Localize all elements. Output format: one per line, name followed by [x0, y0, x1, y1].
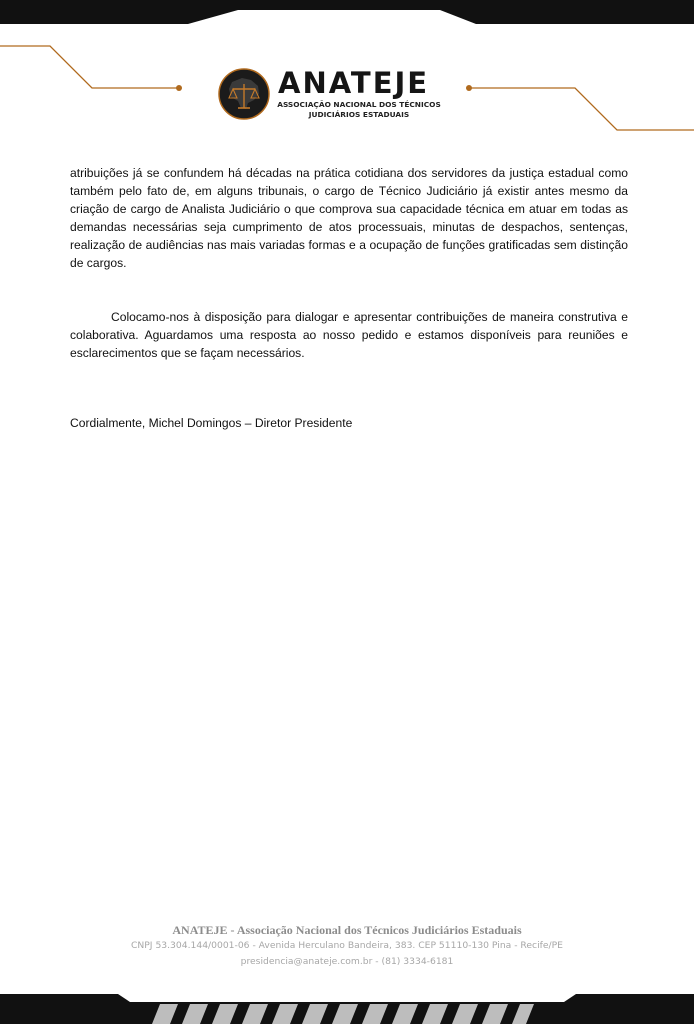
logo-name: ANATEJE: [278, 66, 430, 100]
document-body: [70, 164, 628, 432]
logo-subtitle: [276, 100, 442, 120]
footer-contact: presidencia@anateje.com.br - (81) 3334-6181: [240, 956, 454, 967]
paragraph-1: atribuições já se confundem há décadas na prática cotidiana dos servidores da justiça estadual como também pelo fato de, em alguns tribunais, o cargo de Técnico Judiciário já existir antes mesmo da criação de cargo de Analista Judiciário o que comprova sua capacidade técnica em atuar em todas as demandas necessárias seja cumprimento de atos processuais, minutas de despachos, sentenças, realização de audiências nas mais variadas formas e a ocupação de funções gratificadas sem distinção de cargos.: [70, 166, 628, 270]
footer-address: CNPJ 53.304.144/0001-06 - Avenida Herculano Bandeira, 383. CEP 51110-130 Pina - Recife/PE: [130, 940, 563, 951]
paragraph-2: Colocamo-nos à disposição para dialogar e apresentar contribuições de maneira construtiva e colaborativa. Aguardamos uma resposta ao nosso pedido e estamos disponíveis para reuniões e esclarecimentos que se façam necessários.: [70, 310, 628, 360]
anateje-logo: [218, 68, 450, 124]
brazil-map-scales-emblem-icon: [218, 68, 270, 120]
signature-line: Cordialmente, Michel Domingos – Diretor Presidente: [70, 416, 353, 430]
logo-subtitle-line-1: ASSOCIAÇÃO NACIONAL DOS TÉCNICOS: [277, 100, 441, 109]
footer-organization: ANATEJE - Associação Nacional dos Técnicos Judiciários Estaduais: [172, 923, 522, 937]
logo-subtitle-line-2: JUDICIÁRIOS ESTADUAIS: [308, 110, 410, 119]
footer: [0, 922, 694, 970]
footer-decoration: [0, 990, 694, 1024]
